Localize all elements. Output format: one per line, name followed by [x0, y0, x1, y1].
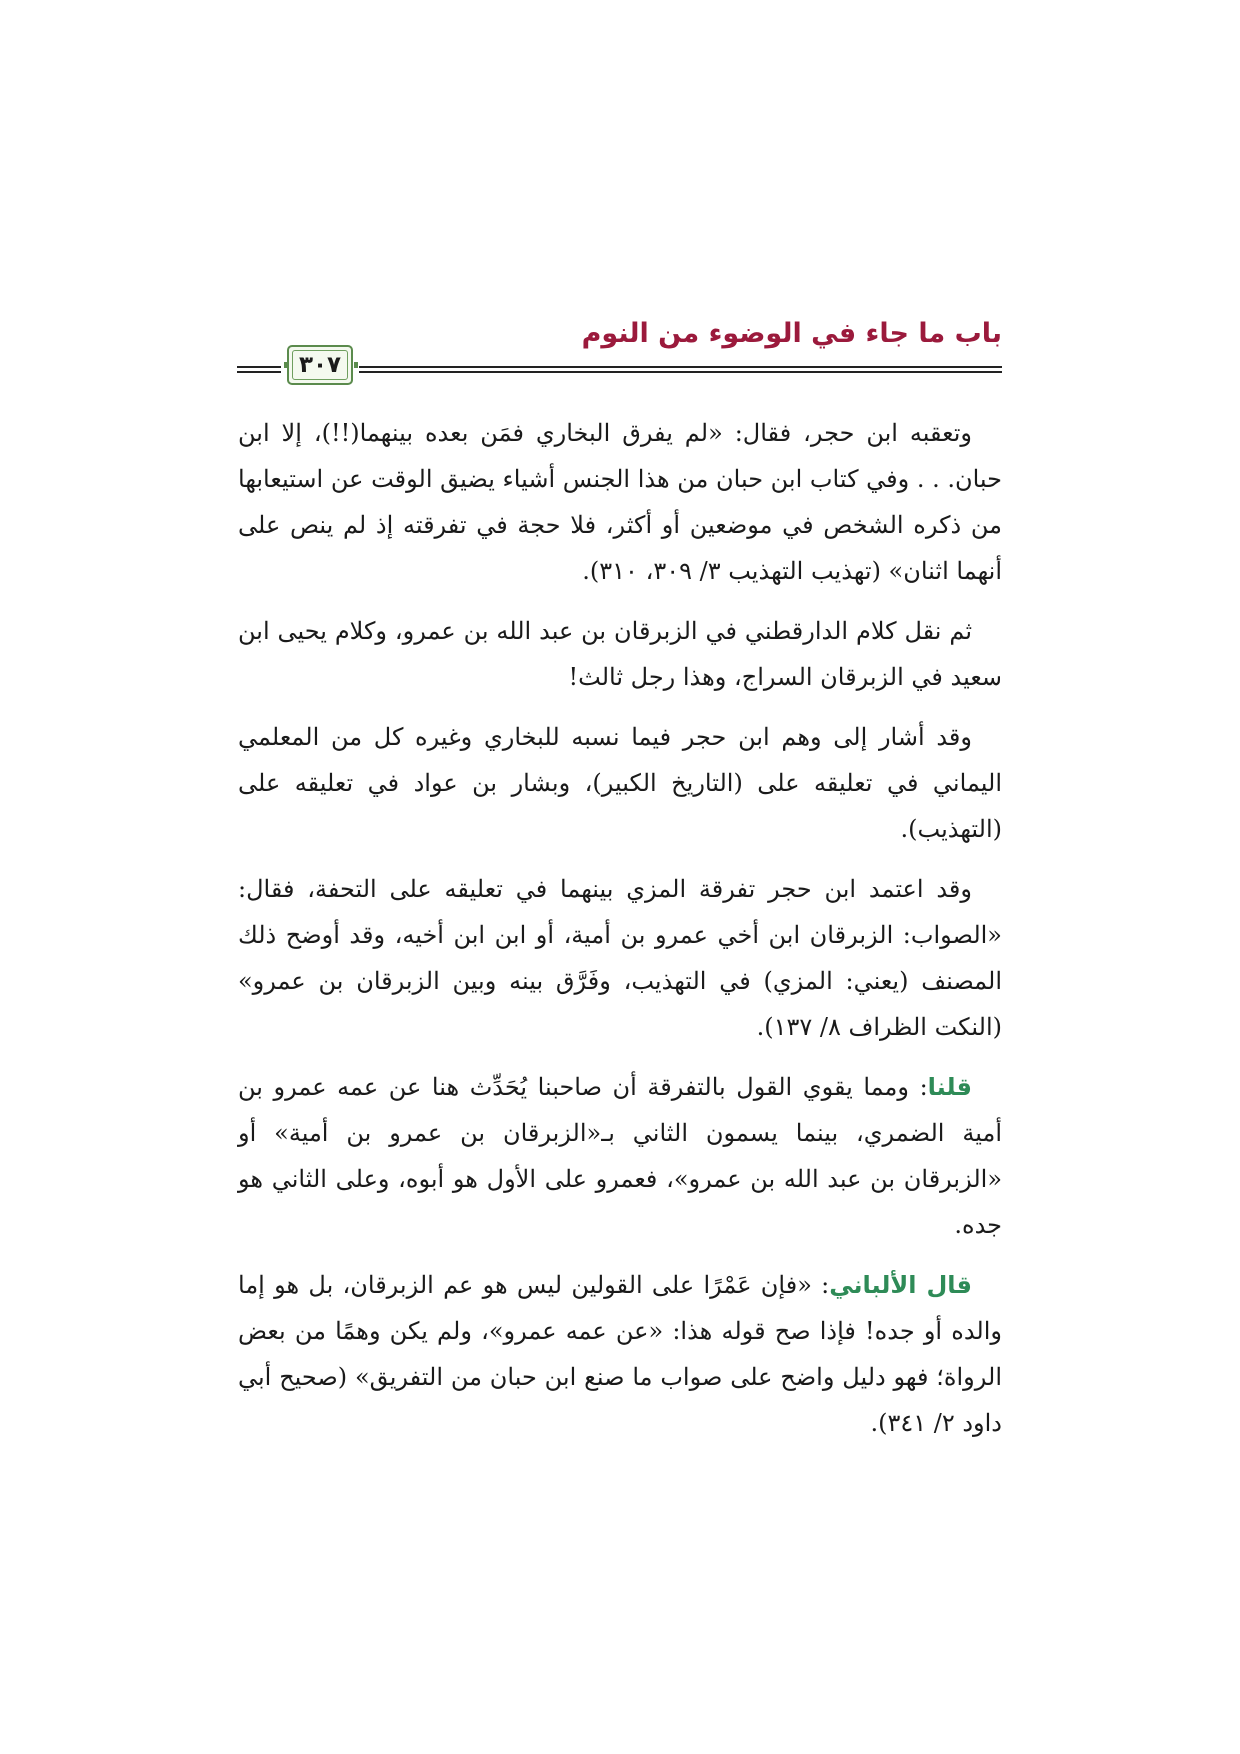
page-number-badge: [287, 345, 353, 385]
page-number: ٣٠٧: [298, 352, 342, 378]
paragraph: قلنا: ومما يقوي القول بالتفرقة أن صاحبنا يُحَدِّث هنا عن عمه عمرو بن أمية الضمري، بينما يسمون الثاني بـ«الزبرقان بن عمرو بن أمية» أو «الزبرقان بن عبد الله بن عمرو»، فعمرو على الأول هو أبوه، وعلى الثاني هو جده.: [238, 1073, 1002, 1239]
paragraph-label: قال الألباني: [829, 1271, 972, 1299]
paragraph: وتعقبه ابن حجر، فقال: «لم يفرق البخاري فمَن بعده بينهما(!!)، إلا ابن حبان. . . وفي كتاب ابن حبان من هذا الجنس أشياء يضيق الوقت عن استيعابها من ذكره الشخص في موضعين أو أكثر، فلا حجة في تفرقته إذ لم ينص على أنهما اثنان» (تهذيب التهذيب ٣/ ٣٠٩، ٣١٠).: [238, 419, 1002, 585]
header-rule: [237, 366, 281, 368]
paragraph-label: قلنا: [927, 1073, 972, 1101]
paragraph: ثم نقل كلام الدارقطني في الزبرقان بن عبد الله بن عمرو، وكلام يحيى ابن سعيد في الزبرقان السراج، وهذا رجل ثالث!: [238, 617, 1002, 691]
paragraph: وقد أشار إلى وهم ابن حجر فيما نسبه للبخاري وغيره كل من المعلمي اليماني في تعليقه على (التاريخ الكبير)، وبشار بن عواد في تعليقه على (التهذيب).: [238, 723, 1002, 843]
paragraph: قال الألباني: «فإن عَمْرًا على القولين ليس هو عم الزبرقان، بل هو إما والده أو جده! فإذا صح قوله هذا: «عن عمه عمرو»، ولم يكن وهمًا من بعض الرواة؛ فهو دليل واضح على صواب ما صنع ابن حبان من التفريق» (صحيح أبي داود ٢/ ٣٤١).: [238, 1271, 1002, 1437]
header-rule: [359, 366, 1002, 368]
body-text: [238, 410, 1002, 1460]
header-rule: [359, 371, 1002, 373]
header-rule: [237, 371, 281, 373]
chapter-title: باب ما جاء في الوضوء من النوم: [581, 318, 1002, 349]
page-header: [237, 318, 1002, 388]
paragraph: وقد اعتمد ابن حجر تفرقة المزي بينهما في تعليقه على التحفة، فقال: «الصواب: الزبرقان ابن أخي عمرو بن أمية، أو ابن ابن أخيه، وقد أوضح ذلك المصنف (يعني: المزي) في التهذيب، وفَرَّق بينه وبين الزبرقان بن عمرو» (النكت الظراف ٨/ ١٣٧).: [238, 875, 1003, 1041]
